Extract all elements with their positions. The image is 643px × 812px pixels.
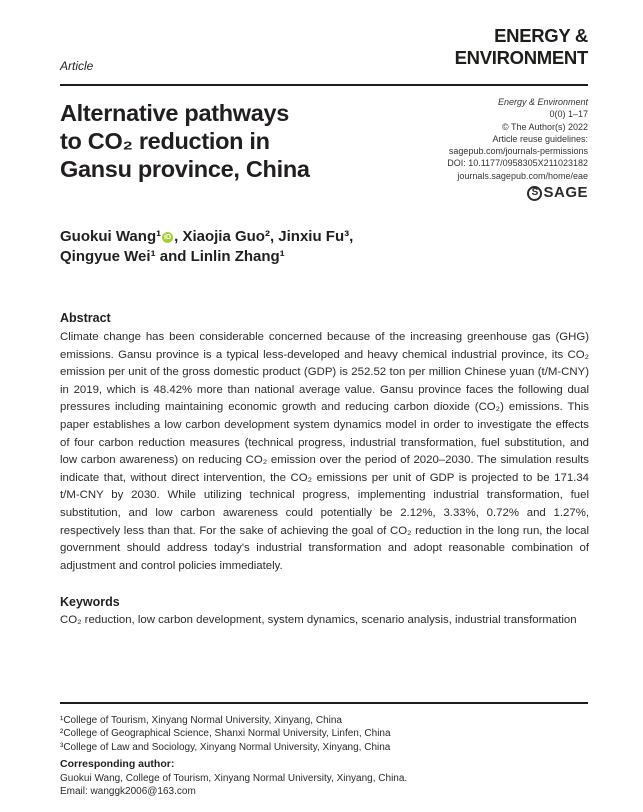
article-type-label: Article xyxy=(60,59,94,73)
corresponding-author-email[interactable]: Email: wanggk2006@163.com xyxy=(60,786,196,798)
title-line1: Alternative pathways xyxy=(60,100,290,126)
title-line3: Gansu province, China xyxy=(60,156,310,182)
keywords-text: CO₂ reduction, low carbon development, system dynamics, scenario analysis, industrial transformation xyxy=(60,614,577,626)
sage-logo-text: SAGE xyxy=(543,184,588,202)
orcid-icon[interactable]: iD xyxy=(164,234,172,241)
page-title xyxy=(60,99,310,183)
author-line1 xyxy=(60,227,353,247)
author-line1-rest: , Xiaojia Guo², Jinxiu Fu³, xyxy=(174,228,354,245)
author-list xyxy=(60,227,353,267)
title-line2: to CO₂ reduction in xyxy=(60,128,270,154)
corresponding-author-label: Corresponding author: xyxy=(60,758,175,770)
citation-journal-name: Energy & Environment xyxy=(497,97,588,107)
keywords-heading: Keywords xyxy=(60,595,120,609)
citation-reuse-link[interactable]: sagepub.com/journals-permissions xyxy=(448,146,588,157)
citation-reuse-label: Article reuse guidelines: xyxy=(492,133,588,144)
corresponding-author-block xyxy=(60,758,407,799)
abstract-heading: Abstract xyxy=(60,311,111,325)
citation-home-link[interactable]: journals.sagepub.com/home/eae xyxy=(457,170,588,181)
affiliation-2: ²College of Geographical Science, Shanxi Normal University, Linfen, China xyxy=(60,728,391,740)
citation-doi: DOI: 10.1177/0958305X211023182 xyxy=(447,158,588,169)
sage-logo xyxy=(447,186,588,201)
corresponding-author-text: Guokui Wang, College of Tourism, Xinyang Normal University, Xinyang, China. xyxy=(60,772,408,784)
sage-circle-s-icon: S xyxy=(527,186,542,201)
affiliation-3: ³College of Law and Sociology, Xinyang Normal University, Xinyang, China xyxy=(60,741,391,753)
author-line2: Qingyue Wei¹ and Linlin Zhang¹ xyxy=(60,248,285,265)
affiliations-block xyxy=(60,714,391,754)
footnote-divider xyxy=(60,702,588,704)
journal-name-line1: ENERGY & xyxy=(494,25,588,46)
affiliation-1: ¹College of Tourism, Xinyang Normal University, Xinyang, China xyxy=(60,715,342,726)
journal-name-line2: ENVIRONMENT xyxy=(454,47,588,68)
citation-block xyxy=(447,96,588,201)
header-divider xyxy=(60,84,588,86)
abstract-text: Climate change has been considerable concerned because of the increasing greenhouse gas (GHG) emissions. Gansu province is a typical less-developed and heavy chemical industrial province, its CO₂ emission per unit of the gross domestic product (GDP) is 252.52 ton per million Chinese yuan (t/M-CNY) in 2019, which is 48.42% more than national average value. Gansu province faces the following dual pressures including maintaining economic growth and reducing carbon dioxide (CO₂) emissions. This paper establishes a low carbon development system dynamics model in order to investigate the effects of four carbon reduction measures (technical progress, industrial transformation, fuel substitution, and low carbon awareness) on reducing CO₂ emission over the period of 2020–2030. The simulation results indicate that, without direct intervention, the CO₂ emissions per unit of GDP is projected to be 171.34 t/M-CNY by 2030. While utilizing technical progress, implementing industrial transformation, fuel substitution, and low carbon awareness could potentially be 2.12%, 3.33%, 0.72% and 1.27%, respectively less than that. For the sake of achieving the goal of CO₂ reduction in the long run, the local government should address today's industrial transformation and adopt reasonable combination of adjustment and control policies immediately. xyxy=(60,331,589,572)
journal-masthead xyxy=(455,25,588,69)
citation-copyright: © The Author(s) 2022 xyxy=(501,121,588,132)
author-lead: Guokui Wang¹ xyxy=(60,228,162,245)
citation-volume-pages: 0(0) 1–17 xyxy=(549,109,588,120)
